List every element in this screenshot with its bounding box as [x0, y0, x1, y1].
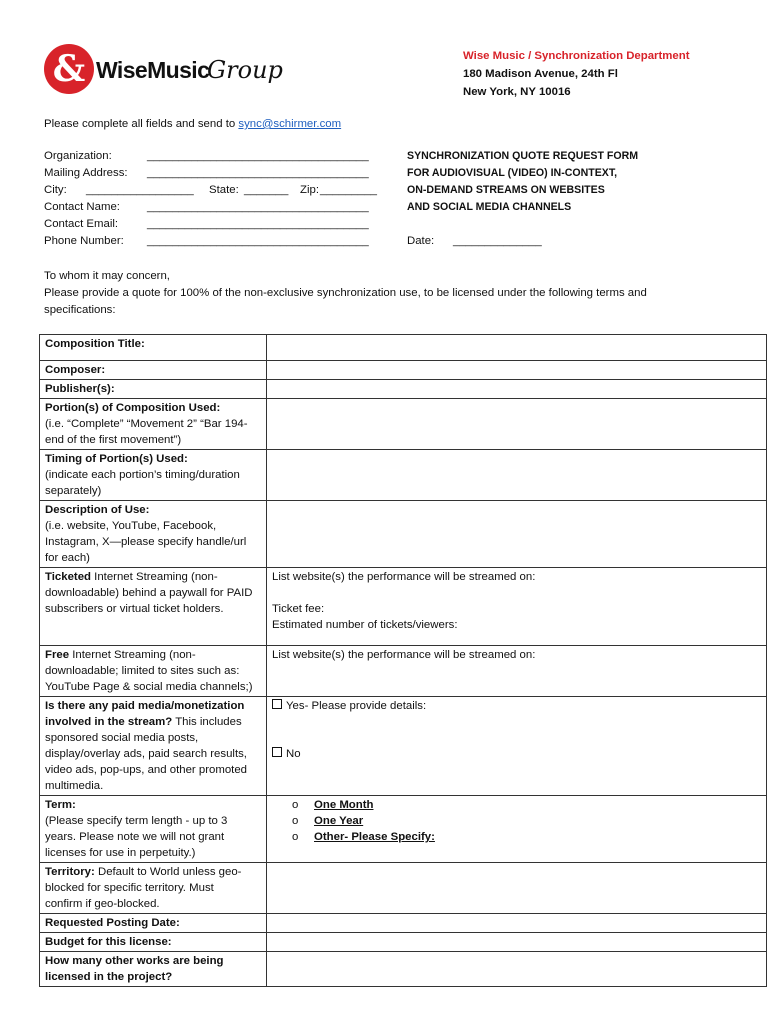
term-value — [267, 796, 767, 863]
logo-text-main: WiseMusic — [96, 57, 210, 83]
form-title-line-3: ON-DEMAND STREAMS ON WEBSITES — [407, 184, 605, 196]
table-row — [40, 796, 767, 863]
publishers-value[interactable] — [267, 380, 767, 399]
zip-label: Zip: — [300, 184, 319, 196]
term-note-1: (Please specify term length - up to 3 — [45, 815, 228, 827]
organization-label: Organization: — [44, 150, 112, 162]
paid-no-option — [272, 746, 761, 762]
territory-line-2: blocked for specific territory. Must — [45, 882, 214, 894]
address-line-2: New York, NY 10016 — [463, 86, 571, 98]
ticketed-label — [40, 568, 267, 646]
department-line: Wise Music / Synchronization Department — [463, 50, 690, 62]
paid-line-2 — [45, 714, 261, 730]
portions-note-2: end of the first movement”) — [45, 434, 182, 446]
paid-line-4: display/overlay ads, paid search results, — [45, 748, 247, 760]
zip-field[interactable]: _________ — [320, 184, 378, 196]
phone-field[interactable]: ___________________________________ — [147, 235, 369, 247]
term-note-3: licenses for use in perpetuity.) — [45, 847, 196, 859]
publishers-text: Publisher(s): — [45, 383, 115, 395]
paid-yes-option — [272, 698, 761, 714]
free-line-1 — [45, 647, 261, 663]
ticketed-line-2: downloadable) behind a paywall for PAID — [45, 587, 253, 599]
portions-value[interactable] — [267, 399, 767, 450]
greeting: To whom it may concern, — [44, 270, 170, 282]
table-row — [40, 863, 767, 914]
table-row — [40, 399, 767, 450]
timing-title: Timing of Portion(s) Used: — [45, 453, 188, 465]
composer-value[interactable] — [267, 361, 767, 380]
territory-rest: Default to World unless geo- — [94, 866, 242, 878]
posting-date-value[interactable] — [267, 914, 767, 933]
composition-title-text: Composition Title: — [45, 338, 145, 350]
mailing-field[interactable]: ___________________________________ — [147, 167, 369, 179]
term-option-label: One Year — [314, 815, 364, 827]
free-websites-prompt: List website(s) the performance will be streamed on: — [272, 649, 536, 661]
phone-label: Phone Number: — [44, 235, 124, 247]
letter-body-line-1: Please provide a quote for 100% of the non-exclusive synchronization use, to be licensed under the following terms and — [44, 287, 647, 299]
quote-request-table — [39, 334, 767, 987]
description-value[interactable] — [267, 501, 767, 568]
yes-label: Yes- Please provide details: — [286, 700, 427, 712]
paid-line-3: sponsored social media posts, — [45, 732, 199, 744]
letter-body-line-2: specifications: — [44, 304, 116, 316]
ticketed-value[interactable] — [267, 568, 767, 646]
no-label: No — [286, 748, 301, 760]
organization-field[interactable]: ___________________________________ — [147, 150, 369, 162]
date-field[interactable]: ______________ — [453, 235, 542, 247]
posting-date-label — [40, 914, 267, 933]
intro-line — [44, 116, 341, 132]
composition-title-label — [40, 335, 267, 361]
ticket-fee-prompt: Ticket fee: — [272, 603, 325, 615]
composer-text: Composer: — [45, 364, 106, 376]
intro-text: Please complete all fields and send to — [44, 118, 239, 130]
other-works-value[interactable] — [267, 952, 767, 987]
term-option-label: Other- Please Specify: — [314, 831, 435, 843]
state-label: State: — [209, 184, 239, 196]
city-label: City: — [44, 184, 67, 196]
state-field[interactable]: _______ — [244, 184, 289, 196]
portions-title: Portion(s) of Composition Used: — [45, 402, 221, 414]
paid-bold-2: involved in the stream? — [45, 716, 173, 728]
ticketed-websites-prompt: List website(s) the performance will be streamed on: — [272, 571, 536, 583]
timing-note-2: separately) — [45, 485, 102, 497]
paid-media-value — [267, 697, 767, 796]
no-checkbox[interactable] — [272, 747, 282, 757]
territory-line-3: confirm if geo-blocked. — [45, 898, 160, 910]
timing-label — [40, 450, 267, 501]
term-title: Term: — [45, 799, 76, 811]
yes-checkbox[interactable] — [272, 699, 282, 709]
city-field[interactable]: _________________ — [86, 184, 194, 196]
composer-label — [40, 361, 267, 380]
composition-title-value[interactable] — [267, 335, 767, 361]
ticketed-rest: Internet Streaming (non- — [91, 571, 218, 583]
logo-text-script: Group — [207, 56, 283, 84]
free-line-3: YouTube Page & social media channels;) — [45, 681, 253, 693]
ticketed-line-1 — [45, 569, 261, 585]
term-label — [40, 796, 267, 863]
table-row — [40, 501, 767, 568]
territory-value[interactable] — [267, 863, 767, 914]
free-value[interactable] — [267, 646, 767, 697]
budget-text: Budget for this license: — [45, 936, 172, 948]
other-works-line-2: licensed in the project? — [45, 971, 173, 983]
timing-value[interactable] — [267, 450, 767, 501]
description-label — [40, 501, 267, 568]
form-title-line-2: FOR AUDIOVISUAL (VIDEO) IN-CONTEXT, — [407, 167, 618, 179]
date-label: Date: — [407, 235, 435, 247]
term-option-other[interactable] — [272, 829, 761, 845]
address-line-1: 180 Madison Avenue, 24th Fl — [463, 68, 618, 80]
table-row — [40, 568, 767, 646]
budget-value[interactable] — [267, 933, 767, 952]
bullet-icon: o — [292, 831, 299, 843]
table-row — [40, 335, 767, 361]
table-row — [40, 697, 767, 796]
table-row — [40, 914, 767, 933]
table-row — [40, 450, 767, 501]
posting-date-text: Requested Posting Date: — [45, 917, 180, 929]
contact-name-label: Contact Name: — [44, 201, 120, 213]
paid-media-label — [40, 697, 267, 796]
logo-ampersand-icon — [44, 44, 94, 94]
territory-line-1 — [45, 864, 261, 880]
table-row — [40, 952, 767, 987]
portions-note-1: (i.e. “Complete” “Movement 2” “Bar 194- — [45, 418, 248, 430]
budget-label — [40, 933, 267, 952]
term-option-one-month[interactable] — [272, 797, 761, 813]
form-title-line-1: SYNCHRONIZATION QUOTE REQUEST FORM — [407, 150, 639, 162]
description-note-2: Instagram, X—please specify handle/url — [45, 536, 247, 548]
term-note-2: years. Please note we will not grant — [45, 831, 225, 843]
paid-line-5: video ads, pop-ups, and other promoted — [45, 764, 248, 776]
contact-email-label: Contact Email: — [44, 218, 119, 230]
email-link[interactable]: sync@schirmer.com — [238, 118, 342, 130]
other-works-line-1: How many other works are being — [45, 955, 224, 967]
description-note-3: for each) — [45, 552, 90, 564]
table-row — [40, 361, 767, 380]
description-note-1: (i.e. website, YouTube, Facebook, — [45, 520, 217, 532]
portions-label — [40, 399, 267, 450]
contact-name-field[interactable]: ___________________________________ — [147, 201, 369, 213]
free-bold: Free — [45, 649, 70, 661]
ticket-viewers-prompt: Estimated number of tickets/viewers: — [272, 619, 458, 631]
publishers-label — [40, 380, 267, 399]
contact-email-field[interactable]: ___________________________________ — [147, 218, 369, 230]
ticketed-bold: Ticketed — [45, 571, 92, 583]
ticketed-line-3: subscribers or virtual ticket holders. — [45, 603, 224, 615]
free-label — [40, 646, 267, 697]
free-rest: Internet Streaming (non- — [69, 649, 196, 661]
free-line-2: downloadable; limited to sites such as: — [45, 665, 240, 677]
term-option-label: One Month — [314, 799, 374, 811]
description-title: Description of Use: — [45, 504, 150, 516]
term-option-one-year[interactable] — [272, 813, 761, 829]
territory-bold: Territory: — [45, 866, 95, 878]
bullet-icon: o — [292, 799, 299, 811]
paid-line-6: multimedia. — [45, 780, 104, 792]
bullet-icon: o — [292, 815, 299, 827]
form-title-line-4: AND SOCIAL MEDIA CHANNELS — [407, 201, 572, 213]
table-row — [40, 933, 767, 952]
other-works-label — [40, 952, 267, 987]
svg-text:&: & — [52, 48, 86, 90]
logo — [44, 44, 284, 96]
paid-rest-1: This includes — [172, 716, 242, 728]
timing-note-1: (indicate each portion’s timing/duration — [45, 469, 240, 481]
table-row — [40, 380, 767, 399]
paid-line-1: Is there any paid media/monetization — [45, 700, 245, 712]
territory-label — [40, 863, 267, 914]
mailing-label: Mailing Address: — [44, 167, 128, 179]
table-row — [40, 646, 767, 697]
